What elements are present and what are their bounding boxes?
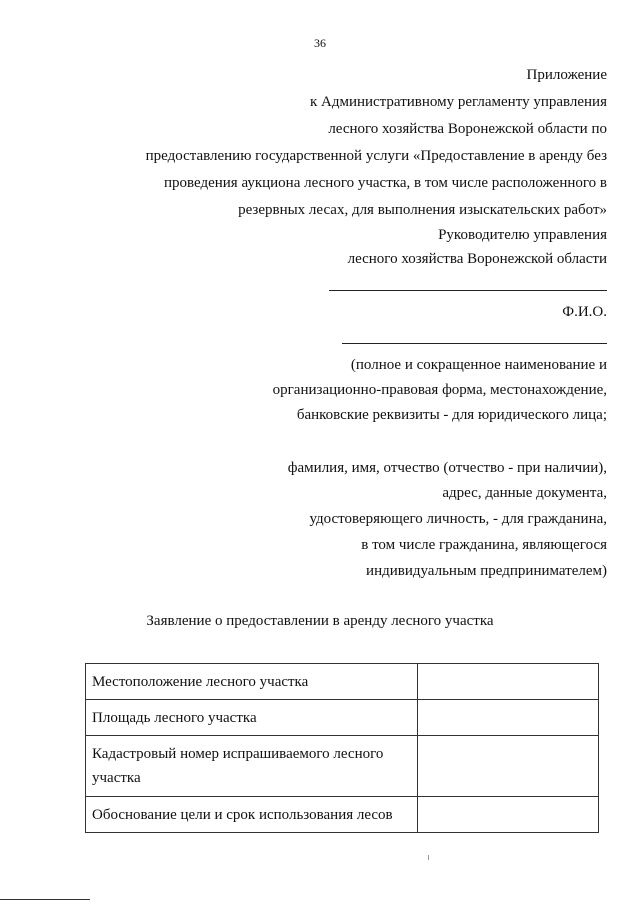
table-row [86, 797, 599, 833]
applicant-hint-line: адрес, данные документа, [442, 485, 607, 501]
addressee-line: Руководителю управления [438, 227, 607, 243]
header-line: резервных лесах, для выполнения изыскательских работ» [238, 202, 607, 218]
fill-in-line [342, 343, 607, 344]
table-row [86, 736, 599, 797]
applicant-hint-line: банковские реквизиты - для юридического лица; [296, 407, 607, 423]
row-label: Обоснование цели и срок использования лесов [86, 797, 418, 833]
row-value-field[interactable] [417, 700, 598, 736]
application-table [85, 663, 599, 833]
document-title: Заявление о предоставлении в аренду лесного участка [146, 613, 494, 629]
fio-label: Ф.И.О. [562, 304, 607, 320]
row-label: Площадь лесного участка [86, 700, 418, 736]
header-line: к Административному регламенту управления [309, 94, 607, 110]
applicant-hint-line: индивидуальным предпринимателем) [366, 563, 607, 579]
row-value-field[interactable] [417, 797, 598, 833]
page-number: 36 [314, 36, 326, 50]
applicant-hint-line: удостоверяющего личность, - для гражданина, [309, 511, 607, 527]
footnote-separator [0, 899, 90, 900]
addressee-line: лесного хозяйства Воронежской области [347, 251, 607, 267]
header-line: предоставлению государственной услуги «Предоставление в аренду без [145, 148, 607, 164]
applicant-hint-line: организационно-правовая форма, местонахождение, [272, 382, 607, 398]
header-line: лесного хозяйства Воронежской области по [328, 121, 607, 137]
table-row [86, 700, 599, 736]
row-label: Кадастровый номер испрашиваемого лесного участка [86, 736, 418, 797]
row-value-field[interactable] [417, 736, 598, 797]
applicant-hint-line: (полное и сокращенное наименование и [350, 357, 607, 373]
table-row [86, 664, 599, 700]
applicant-hint-line: в том числе гражданина, являющегося [361, 537, 607, 553]
row-label: Местоположение лесного участка [86, 664, 418, 700]
appendix-heading: Приложение [526, 67, 607, 83]
row-value-field[interactable] [417, 664, 598, 700]
header-line: проведения аукциона лесного участка, в том числе расположенного в [163, 175, 607, 191]
scan-mark [428, 855, 429, 860]
applicant-hint-line: фамилия, имя, отчество (отчество - при наличии), [287, 460, 607, 476]
fill-in-line [329, 290, 607, 291]
